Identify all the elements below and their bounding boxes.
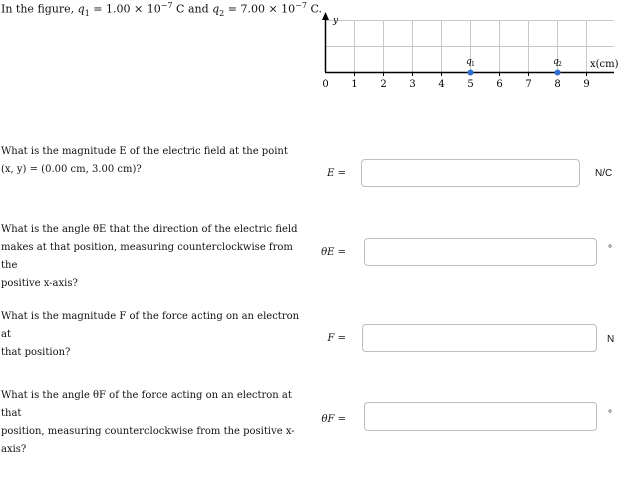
q1-symbol: q <box>77 2 85 16</box>
tick-label: 9 <box>583 79 590 90</box>
question-line: that position? <box>1 347 71 358</box>
charge-q2-subscript: 2 <box>558 61 562 68</box>
q2-subscript: 2 <box>219 8 225 18</box>
tick-label: 3 <box>409 79 416 90</box>
tick-label: 7 <box>525 79 532 90</box>
charge-q1-subscript: 1 <box>471 61 475 68</box>
question-line: (x, y) = (0.00 cm, 3.00 cm)? <box>1 164 142 175</box>
charge-q1-marker <box>468 70 474 76</box>
question-theta-f-text <box>1 387 301 459</box>
theta-e-unit: ° <box>608 244 612 255</box>
charge-q2-marker <box>555 70 561 76</box>
question-f-text <box>1 308 301 362</box>
question-theta-e-text <box>1 221 301 293</box>
question-line: What is the magnitude F of the force acting on an electron at <box>1 311 300 340</box>
e-answer-input[interactable] <box>361 159 580 187</box>
question-line: axis? <box>1 444 27 455</box>
y-axis-label: y <box>333 16 339 26</box>
theta-e-label: θE = <box>321 247 346 258</box>
intro-end: C. <box>306 2 323 16</box>
q2-exponent: −7 <box>295 1 307 10</box>
e-unit: N/C <box>595 168 613 179</box>
question-e-text <box>1 143 301 179</box>
tick-label: 6 <box>496 79 503 90</box>
question-line: What is the angle θE that the direction of the electric field <box>1 224 298 235</box>
charge-q2-symbol: q <box>553 57 559 67</box>
q1-exponent: −7 <box>160 1 173 10</box>
f-unit: N <box>607 334 615 345</box>
tick-labels <box>322 79 589 90</box>
question-line: makes at that position, measuring counterclockwise from the <box>1 242 293 271</box>
q1-value: = 1.00 × 10 <box>89 2 161 16</box>
tick-label: 4 <box>438 79 445 90</box>
intro-mid: C and <box>172 2 213 16</box>
tick-label: 1 <box>351 79 358 90</box>
theta-f-answer-input[interactable] <box>364 402 597 431</box>
question-line: position, measuring counterclockwise from the positive x- <box>1 426 295 437</box>
tick-label: 8 <box>554 79 561 90</box>
x-axis-label: x(cm) <box>590 59 619 70</box>
tick-label: 5 <box>467 79 474 90</box>
f-label: F = <box>327 333 346 344</box>
charge-q1-symbol: q <box>466 57 472 67</box>
q2-symbol: q <box>212 2 220 16</box>
problem-statement <box>1 1 322 18</box>
e-label: E = <box>327 168 346 179</box>
q1-subscript: 1 <box>84 8 90 18</box>
f-answer-input[interactable] <box>362 324 597 352</box>
theta-f-label: θF = <box>321 414 346 425</box>
theta-e-answer-input[interactable] <box>364 238 597 266</box>
q2-value: = 7.00 × 10 <box>224 2 296 16</box>
tick-label: 2 <box>380 79 387 90</box>
question-line: positive x-axis? <box>1 278 78 289</box>
intro-prefix: In the figure, <box>1 2 78 16</box>
question-line: What is the angle θF of the force acting on an electron at that <box>1 390 292 419</box>
y-axis-arrow <box>322 12 329 20</box>
theta-f-unit: ° <box>608 409 612 420</box>
question-line: What is the magnitude E of the electric field at the point <box>1 146 288 157</box>
charge-figure <box>314 12 619 92</box>
tick-label: 0 <box>322 79 329 90</box>
